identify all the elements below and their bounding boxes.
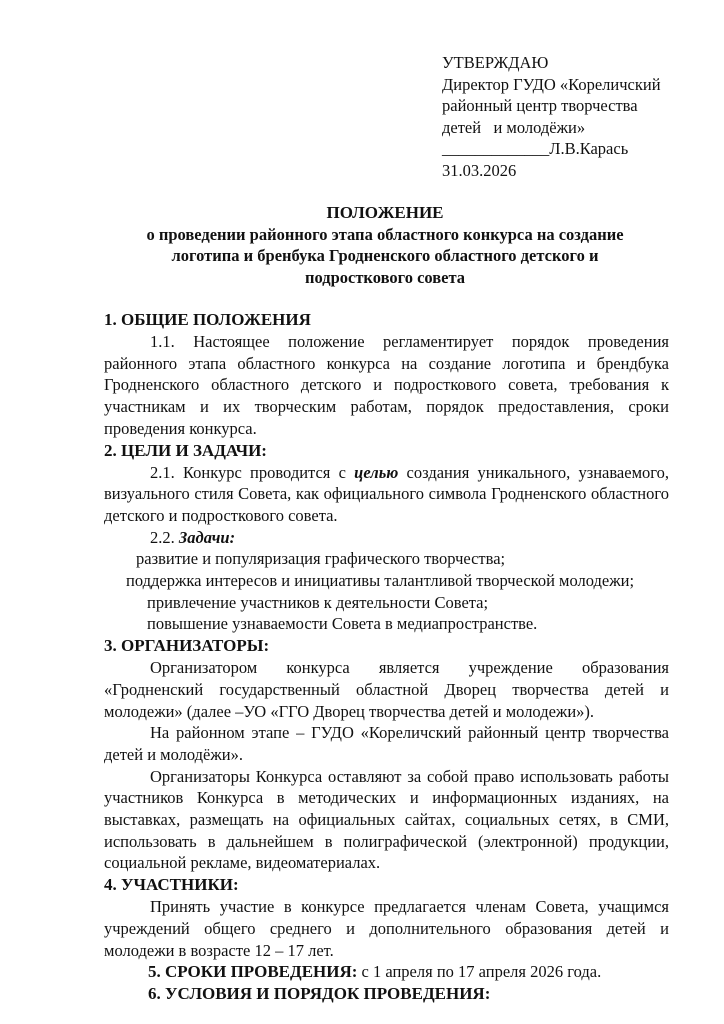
tasks-number: 2.2. xyxy=(150,527,179,547)
section-4-heading: 4. УЧАСТНИКИ: xyxy=(104,875,239,895)
document-body xyxy=(104,309,669,1005)
section-4-paragraph: Принять участие в конкурсе предлагается членам Совета, учащимся учреждений общего среднего и дополнительного образования детей и молодежи в возрасте 12 – 17 лет. xyxy=(104,897,669,960)
section-6 xyxy=(104,983,669,1005)
document-title xyxy=(90,202,680,288)
approval-position-line-2: районный центр творчества xyxy=(442,96,638,115)
goal-text-before: 2.1. Конкурс проводится с xyxy=(150,462,355,482)
section-3-paragraph: Организаторы Конкурса оставляют за собой право использовать работы участников Конкурса в методических и информационных изданиях, на выставках, размещать на официальных сайтах, социальных сетях, в СМИ, использовать в дальнейшем в полиграфической (электронной) продукции, социальной рекламе, видеоматериалах. xyxy=(104,766,669,873)
section-5-text: с 1 апреля по 17 апреля 2026 года. xyxy=(357,962,602,982)
section-5-heading: 5. СРОКИ ПРОВЕДЕНИЯ: xyxy=(148,962,358,982)
goal-emphasis: целью xyxy=(354,462,399,482)
task-item: развитие и популяризация графического творчества; xyxy=(136,549,506,569)
goal-text-after: создания уникального, узнаваемого, визуального стиля Совета, как официального символа Гродненского областного детского и подросткового совета. xyxy=(104,462,670,525)
approval-title: УТВЕРЖДАЮ xyxy=(442,53,549,72)
document-subtitle-line: о проведении районного этапа областного конкурса на создание xyxy=(146,224,624,244)
section-5 xyxy=(104,961,669,983)
section-1-heading: 1. ОБЩИЕ ПОЛОЖЕНИЯ xyxy=(104,310,311,329)
section-3-heading: 3. ОРГАНИЗАТОРЫ: xyxy=(104,636,270,656)
section-2-heading: 2. ЦЕЛИ И ЗАДАЧИ: xyxy=(104,440,267,460)
document-subtitle-line: подросткового совета xyxy=(304,267,466,287)
task-item: привлечение участников к деятельности Совета; xyxy=(147,592,489,612)
section-2-tasks-label xyxy=(104,527,669,549)
document-title-main: ПОЛОЖЕНИЕ xyxy=(326,203,444,222)
section-6-heading: 6. УСЛОВИЯ И ПОРЯДОК ПРОВЕДЕНИЯ: xyxy=(148,984,491,1004)
task-item: повышение узнаваемости Совета в медиапространстве. xyxy=(147,614,538,634)
section-1-paragraph: 1.1. Настоящее положение регламентирует порядок проведения районного этапа областного конкурса на создание логотипа и брендбука Гродненского областного детского и подросткового совета, требования к участникам и их творческим работам, порядок предоставления, сроки проведения конкурса. xyxy=(104,332,669,438)
tasks-emphasis: Задачи: xyxy=(178,527,236,547)
section-3-paragraph: Организатором конкурса является учреждение образования «Гродненский государственный областной Дворец творчества детей и молодежи» (далее –УО «ГГО Дворец творчества детей и молодежи»). xyxy=(104,658,669,721)
section-3-paragraph: На районном этапе – ГУДО «Кореличский районный центр творчества детей и молодёжи». xyxy=(104,723,669,764)
approval-position-line-1: Директор ГУДО «Кореличский xyxy=(442,74,661,94)
section-2-goal-paragraph xyxy=(104,462,669,527)
document-subtitle-line: логотипа и бренбука Гродненского областного детского и xyxy=(171,246,599,265)
approval-block xyxy=(442,52,712,181)
approval-position-line-3: детей и молодёжи» xyxy=(442,117,586,137)
approval-signature: _____________Л.В.Карась xyxy=(442,139,629,158)
approval-date: 31.03.2026 xyxy=(442,160,517,180)
task-item: поддержка интересов и инициативы талантливой творческой молодежи; xyxy=(126,571,635,591)
